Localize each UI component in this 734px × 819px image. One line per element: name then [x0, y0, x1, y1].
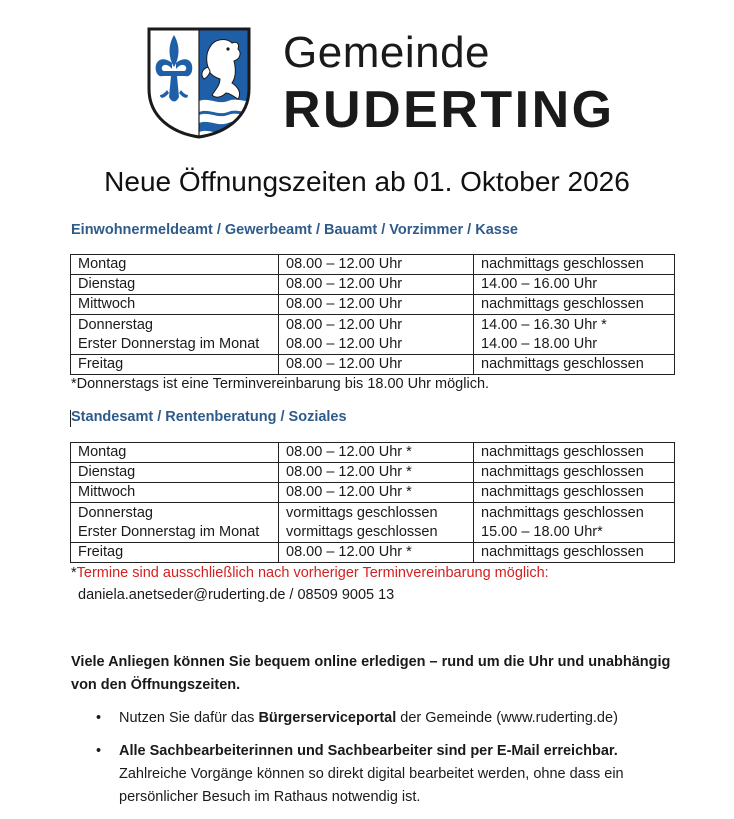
- morning-cell: 08.00 – 12.00 Uhr *: [279, 443, 474, 463]
- afternoon-cell: nachmittags geschlossen 15.00 – 18.00 Uhr*: [474, 503, 675, 543]
- table-row: [71, 275, 675, 295]
- table-row: [71, 355, 675, 375]
- brand-line-ruderting: RUDERTING: [283, 81, 615, 139]
- list-item: [96, 740, 676, 809]
- section2-hours-table: [70, 442, 675, 563]
- afternoon-cell: nachmittags geschlossen: [474, 255, 675, 275]
- afternoon-cell: nachmittags geschlossen: [474, 295, 675, 315]
- bullet-icon: •: [96, 710, 102, 726]
- day-cell: Dienstag: [71, 463, 279, 483]
- afternoon-cell: nachmittags geschlossen: [474, 355, 675, 375]
- day-cell: Freitag: [71, 355, 279, 375]
- table-row: [71, 295, 675, 315]
- day-cell: Dienstag: [71, 275, 279, 295]
- online-services-list: [96, 707, 676, 819]
- day-cell: Donnerstag Erster Donnerstag im Monat: [71, 503, 279, 543]
- section2-note: [71, 565, 549, 581]
- municipal-crest-logo: [146, 27, 252, 139]
- email-reachability-statement: Alle Sachbearbeiterinnen und Sachbearbeiter sind per E-Mail erreichbar.: [119, 743, 618, 759]
- morning-cell: 08.00 – 12.00 Uhr: [279, 295, 474, 315]
- bullet-icon: •: [96, 743, 102, 759]
- afternoon-cell: 14.00 – 16.30 Uhr * 14.00 – 18.00 Uhr: [474, 315, 675, 355]
- table-row: [71, 463, 675, 483]
- morning-cell: vormittags geschlossen vormittags geschlossen: [279, 503, 474, 543]
- table-row: [71, 543, 675, 563]
- afternoon-cell: nachmittags geschlossen: [474, 443, 675, 463]
- contact-email-phone: daniela.anetseder@ruderting.de / 08509 9005 13: [78, 587, 395, 603]
- online-services-intro: Viele Anliegen können Sie bequem online erledigen – rund um die Uhr und unabhängig von den Öffnungszeiten.: [71, 654, 671, 693]
- table-row: [71, 443, 675, 463]
- afternoon-cell: nachmittags geschlossen: [474, 483, 675, 503]
- afternoon-cell: 14.00 – 16.00 Uhr: [474, 275, 675, 295]
- digital-processing-text: Zahlreiche Vorgänge können so direkt digital bearbeitet werden, ohne dass ein persönlicher Besuch im Rathaus notwendig ist.: [119, 766, 624, 805]
- morning-cell: 08.00 – 12.00 Uhr *: [279, 483, 474, 503]
- day-cell: Donnerstag Erster Donnerstag im Monat: [71, 315, 279, 355]
- afternoon-cell: nachmittags geschlossen: [474, 543, 675, 563]
- section1-note: *Donnerstags ist eine Terminvereinbarung bis 18.00 Uhr möglich.: [71, 376, 490, 392]
- morning-cell: 08.00 – 12.00 Uhr *: [279, 463, 474, 483]
- table-row: [71, 255, 675, 275]
- day-cell: Freitag: [71, 543, 279, 563]
- section2-heading: Standesamt / Rentenberatung / Soziales: [71, 409, 347, 425]
- section1-hours-table: [70, 254, 675, 375]
- page-title: Neue Öffnungszeiten ab 01. Oktober 2026: [104, 166, 630, 197]
- morning-cell: 08.00 – 12.00 Uhr: [279, 275, 474, 295]
- morning-cell: 08.00 – 12.00 Uhr: [279, 355, 474, 375]
- afternoon-cell: nachmittags geschlossen: [474, 463, 675, 483]
- table-row: [71, 483, 675, 503]
- day-cell: Mittwoch: [71, 295, 279, 315]
- day-cell: Montag: [71, 255, 279, 275]
- day-cell: Montag: [71, 443, 279, 463]
- brand-line-gemeinde: Gemeinde: [283, 28, 491, 77]
- section1-heading: Einwohnermeldeamt / Gewerbeamt / Bauamt / Vorzimmer / Kasse: [71, 222, 518, 238]
- note-asterisk: *: [71, 565, 77, 581]
- list-item: • Nutzen Sie dafür das Bürgerserviceportal der Gemeinde (www.ruderting.de): [96, 707, 676, 730]
- portal-name: Bürgerserviceportal: [258, 710, 397, 726]
- table-row: [71, 315, 675, 355]
- morning-cell: 08.00 – 12.00 Uhr *: [279, 543, 474, 563]
- table-row: [71, 503, 675, 543]
- morning-cell: 08.00 – 12.00 Uhr: [279, 255, 474, 275]
- morning-cell: 08.00 – 12.00 Uhr 08.00 – 12.00 Uhr: [279, 315, 474, 355]
- appointment-required-note: Termine sind ausschließlich nach vorheriger Terminvereinbarung möglich:: [76, 565, 549, 581]
- day-cell: Mittwoch: [71, 483, 279, 503]
